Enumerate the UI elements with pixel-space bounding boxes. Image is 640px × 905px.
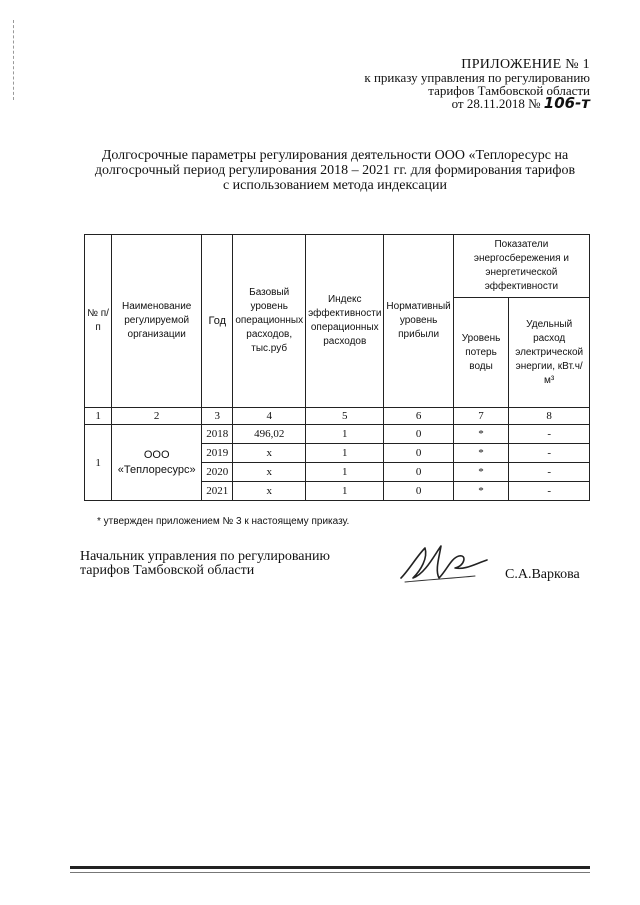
signatory-line-1: Начальник управления по регулированию xyxy=(80,549,330,564)
cell-year: 2021 xyxy=(202,482,233,501)
cell-loss: * xyxy=(453,444,509,463)
cell-power: - xyxy=(509,444,590,463)
cell-year: 2020 xyxy=(202,463,233,482)
header-group: Показатели энергосбережения и энергетической эффективности xyxy=(453,235,589,298)
cell-index: 1 xyxy=(306,425,384,444)
annex-line-1: к приказу управления по регулированию xyxy=(364,70,590,85)
header-num: № п/п xyxy=(85,235,112,408)
cell-year: 2019 xyxy=(202,444,233,463)
parameters-table xyxy=(84,234,590,501)
table-header-row xyxy=(85,235,590,298)
signatory-position xyxy=(80,550,330,578)
cell-index: 1 xyxy=(306,463,384,482)
scan-bottom-edge xyxy=(70,866,590,869)
cell-base: х xyxy=(233,463,306,482)
annex-date: от 28.11.2018 № xyxy=(451,96,541,111)
cell-profit: 0 xyxy=(384,482,453,501)
header-loss: Уровень потерь воды xyxy=(453,298,509,408)
col-number: 4 xyxy=(233,408,306,425)
annex-line-2: тарифов Тамбовской области xyxy=(428,83,590,98)
annex-header xyxy=(300,58,590,110)
header-base: Базовый уровень операционных расходов, тыс.руб xyxy=(233,235,306,408)
annex-handwritten-number: 106-т xyxy=(543,94,590,112)
title-line-2: долгосрочный период регулирования 2018 – 2021 гг. для формирования тарифов xyxy=(94,163,576,178)
header-year: Год xyxy=(202,235,233,408)
cell-loss: * xyxy=(453,425,509,444)
annex-title: ПРИЛОЖЕНИЕ № 1 xyxy=(461,57,590,72)
cell-power: - xyxy=(509,425,590,444)
organization-name: ООО «Теплоресурс» xyxy=(112,425,202,501)
header-org: Наименование регулируемой организации xyxy=(112,235,202,408)
cell-year: 2018 xyxy=(202,425,233,444)
row-number: 1 xyxy=(85,425,112,501)
annex-date-line xyxy=(300,94,590,112)
col-number: 8 xyxy=(509,408,590,425)
binding-margin-line xyxy=(13,20,15,100)
table-row xyxy=(85,425,590,444)
column-number-row xyxy=(85,408,590,425)
handwritten-signature xyxy=(395,540,495,586)
header-index: Индекс эффективности операционных расходов xyxy=(306,235,384,408)
cell-index: 1 xyxy=(306,444,384,463)
cell-loss: * xyxy=(453,482,509,501)
cell-base: х xyxy=(233,482,306,501)
title-line-1: Долгосрочные параметры регулирования деятельности ООО «Теплоресурс на xyxy=(101,148,569,163)
header-power: Удельный расход электрической энергии, кВт.ч/м³ xyxy=(509,298,590,408)
scan-bottom-edge-thin xyxy=(70,872,590,873)
col-number: 6 xyxy=(384,408,453,425)
col-number: 5 xyxy=(306,408,384,425)
document-title xyxy=(80,148,590,193)
col-number: 2 xyxy=(112,408,202,425)
cell-index: 1 xyxy=(306,482,384,501)
col-number: 3 xyxy=(202,408,233,425)
cell-loss: * xyxy=(453,463,509,482)
signatory-name: С.А.Варкова xyxy=(505,567,580,582)
cell-profit: 0 xyxy=(384,444,453,463)
footnote: * утвержден приложением № 3 к настоящему приказу. xyxy=(97,516,350,527)
cell-base: 496,02 xyxy=(233,425,306,444)
cell-power: - xyxy=(509,482,590,501)
col-number: 7 xyxy=(453,408,509,425)
cell-base: х xyxy=(233,444,306,463)
cell-profit: 0 xyxy=(384,425,453,444)
cell-profit: 0 xyxy=(384,463,453,482)
cell-power: - xyxy=(509,463,590,482)
title-line-3: с использованием метода индексации xyxy=(222,178,448,193)
signatory-line-2: тарифов Тамбовской области xyxy=(80,563,255,578)
header-profit: Нормативный уровень прибыли xyxy=(384,235,453,408)
col-number: 1 xyxy=(85,408,112,425)
